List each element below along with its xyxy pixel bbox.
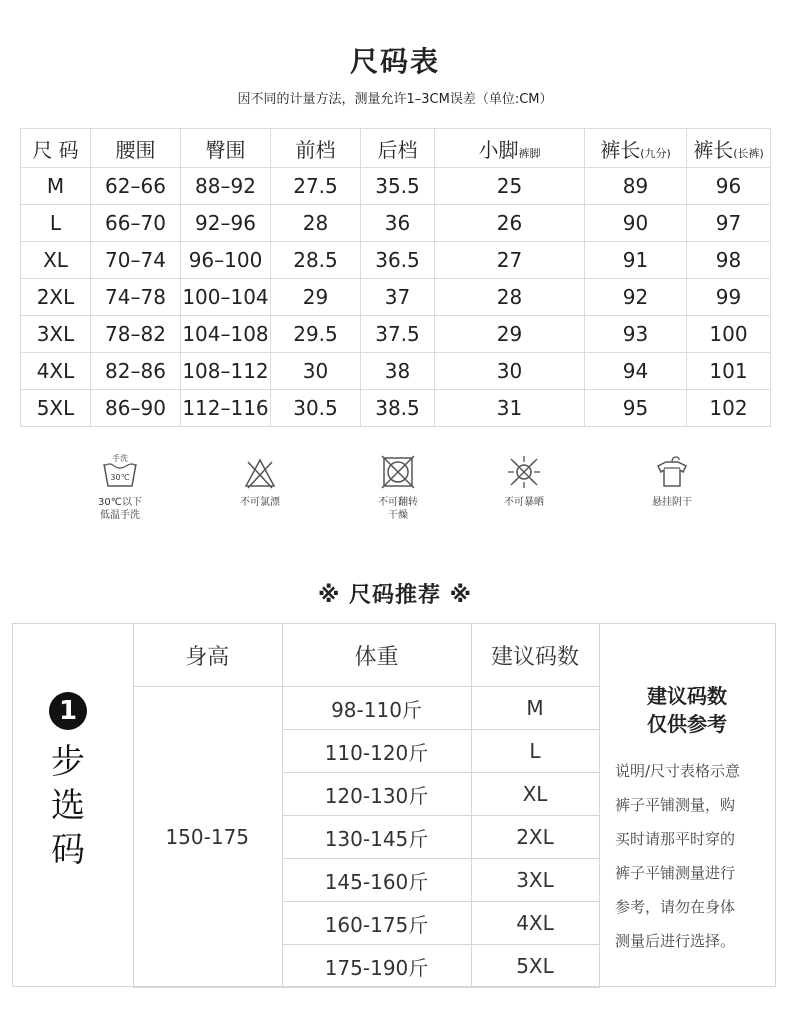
table-row	[21, 242, 771, 279]
measurement-cell: 92–96	[181, 205, 271, 242]
weight-cell: 130-145斤	[282, 816, 471, 859]
step-char: 码	[51, 830, 85, 870]
table-row	[21, 316, 771, 353]
measurement-cell: 95	[585, 390, 687, 427]
note-line: 测量后进行选择。	[615, 932, 736, 950]
suggested-size-cell: XL	[471, 773, 599, 816]
header-label: 小脚	[478, 137, 519, 162]
note-line: 参考，请勿在身体	[615, 898, 736, 916]
size-chart-header-cell	[91, 129, 181, 168]
hand-wash-temp: 30℃	[110, 473, 130, 482]
recommend-header-row	[133, 624, 599, 687]
measurement-cell: 86–90	[91, 390, 181, 427]
page-title: 尺码表	[349, 45, 440, 78]
weight-cell: 98-110斤	[282, 687, 471, 730]
measurement-cell: 101	[687, 353, 771, 390]
size-label-cell: XL	[21, 242, 91, 279]
size-label-cell: 4XL	[21, 353, 91, 390]
header-label: 后档	[377, 137, 418, 162]
measurement-cell: 37	[361, 279, 435, 316]
weight-cell: 145-160斤	[282, 859, 471, 902]
measurement-cell: 62–66	[91, 168, 181, 205]
measurement-cell: 96	[687, 168, 771, 205]
measurement-cell: 27.5	[271, 168, 361, 205]
size-chart-header-cell	[435, 129, 585, 168]
header-height: 身高	[133, 624, 282, 687]
size-recommend-panel	[12, 623, 776, 987]
table-row	[21, 353, 771, 390]
table-row	[133, 687, 599, 730]
measurement-cell: 29	[435, 316, 585, 353]
measurement-cell: 28.5	[271, 242, 361, 279]
care-label-2: 干燥	[388, 510, 408, 521]
weight-cell: 175-190斤	[282, 945, 471, 988]
measurement-cell: 31	[435, 390, 585, 427]
size-label-cell: L	[21, 205, 91, 242]
header-weight: 体重	[282, 624, 471, 687]
measurement-cell: 28	[435, 279, 585, 316]
care-label-1: 30℃以下	[98, 497, 142, 508]
care-label-1: 不可翻转	[378, 497, 418, 508]
size-recommend-title: ※ 尺码推荐 ※	[317, 583, 473, 608]
header-label: 腰围	[115, 137, 156, 162]
size-recommend-table	[133, 624, 600, 988]
header-suggested-size: 建议码数	[471, 624, 599, 687]
measurement-cell: 94	[585, 353, 687, 390]
header-label: 裤长	[600, 137, 641, 162]
note-heading-2: 仅供参考	[647, 712, 727, 736]
measurement-cell: 100–104	[181, 279, 271, 316]
care-hang-dry	[622, 452, 722, 509]
suggested-size-cell: 4XL	[471, 902, 599, 945]
height-range-cell: 150-175	[133, 687, 282, 988]
measurement-cell: 92	[585, 279, 687, 316]
suggested-size-cell: M	[471, 687, 599, 730]
hand-wash-icon	[100, 452, 140, 492]
size-chart-table	[20, 128, 771, 427]
measurement-cell: 82–86	[91, 353, 181, 390]
measurement-cell: 91	[585, 242, 687, 279]
header-sublabel: (九分)	[640, 146, 671, 160]
measurement-note: 因不同的计量方法，测量允许1–3CM误差（单位:CM）	[237, 92, 553, 107]
measurement-cell: 37.5	[361, 316, 435, 353]
measurement-cell: 66–70	[91, 205, 181, 242]
header-sublabel: (长裤)	[733, 146, 764, 160]
measurement-cell: 90	[585, 205, 687, 242]
suggested-size-cell: 5XL	[471, 945, 599, 988]
measurement-cell: 26	[435, 205, 585, 242]
note-line: 说明/尺寸表格示意	[615, 762, 741, 780]
measurement-cell: 25	[435, 168, 585, 205]
note-line: 买时请那平时穿的	[615, 830, 736, 848]
measurement-cell: 74–78	[91, 279, 181, 316]
measurement-cell: 27	[435, 242, 585, 279]
measurement-cell: 99	[687, 279, 771, 316]
header-label: 前档	[295, 137, 336, 162]
size-chart-header-cell	[181, 129, 271, 168]
care-no-sun	[474, 452, 574, 509]
measurement-cell: 97	[687, 205, 771, 242]
size-chart-header-cell	[687, 129, 771, 168]
no-tumble-dry-icon	[378, 452, 418, 492]
care-label-1: 悬挂阴干	[652, 497, 692, 508]
weight-cell: 120-130斤	[282, 773, 471, 816]
size-chart-body	[21, 168, 771, 427]
step-number-badge: 1	[49, 692, 87, 730]
care-no-tumble-dry	[348, 452, 448, 522]
measurement-cell: 102	[687, 390, 771, 427]
measurement-cell: 96–100	[181, 242, 271, 279]
measurement-cell: 30.5	[271, 390, 361, 427]
hang-dry-shade-icon	[652, 452, 692, 492]
step-indicator	[13, 624, 134, 986]
measurement-cell: 112–116	[181, 390, 271, 427]
size-label-cell: 5XL	[21, 390, 91, 427]
measurement-cell: 30	[435, 353, 585, 390]
table-row	[21, 168, 771, 205]
size-label-cell: 2XL	[21, 279, 91, 316]
suggested-size-cell: 3XL	[471, 859, 599, 902]
size-chart-header-cell	[585, 129, 687, 168]
table-row	[21, 205, 771, 242]
measurement-cell: 89	[585, 168, 687, 205]
measurement-cell: 29.5	[271, 316, 361, 353]
no-sun-icon	[504, 452, 544, 492]
header-label: 尺 码	[32, 137, 79, 162]
size-label-cell: M	[21, 168, 91, 205]
suggested-size-cell: 2XL	[471, 816, 599, 859]
measurement-cell: 98	[687, 242, 771, 279]
size-label-cell: 3XL	[21, 316, 91, 353]
note-line: 裤子平铺测量，购	[615, 796, 736, 814]
note-text	[615, 754, 765, 958]
suggested-size-cell: L	[471, 730, 599, 773]
measurement-cell: 35.5	[361, 168, 435, 205]
size-chart-header-cell	[21, 129, 91, 168]
no-bleach-icon	[240, 452, 280, 492]
measurement-cell: 104–108	[181, 316, 271, 353]
size-chart-header-cell	[271, 129, 361, 168]
measurement-cell: 108–112	[181, 353, 271, 390]
care-label-2: 低温手洗	[100, 510, 140, 521]
hand-wash-tub-top: 手洗	[112, 454, 128, 463]
measurement-cell: 28	[271, 205, 361, 242]
measurement-cell: 88–92	[181, 168, 271, 205]
measurement-cell: 93	[585, 316, 687, 353]
care-label-1: 不可暴晒	[504, 497, 544, 508]
measurement-cell: 100	[687, 316, 771, 353]
measurement-cell: 78–82	[91, 316, 181, 353]
weight-cell: 160-175斤	[282, 902, 471, 945]
note-line: 裤子平铺测量进行	[615, 864, 736, 882]
measurement-cell: 36	[361, 205, 435, 242]
measurement-cell: 30	[271, 353, 361, 390]
size-chart-header-row	[21, 129, 771, 168]
care-label-1: 不可氯漂	[240, 497, 280, 508]
measurement-cell: 29	[271, 279, 361, 316]
care-hand-wash	[70, 452, 170, 522]
note-heading-1: 建议码数	[647, 684, 727, 708]
header-sublabel: 裤脚	[518, 146, 541, 160]
recommend-note	[599, 624, 775, 986]
header-label: 裤长	[693, 137, 734, 162]
table-row	[21, 279, 771, 316]
measurement-cell: 36.5	[361, 242, 435, 279]
step-char: 步	[51, 742, 85, 782]
step-char: 选	[51, 786, 85, 826]
header-label: 臀围	[205, 137, 246, 162]
measurement-cell: 38.5	[361, 390, 435, 427]
size-chart-header-cell	[361, 129, 435, 168]
measurement-cell: 38	[361, 353, 435, 390]
weight-cell: 110-120斤	[282, 730, 471, 773]
care-instructions	[0, 452, 790, 542]
table-row	[21, 390, 771, 427]
measurement-cell: 70–74	[91, 242, 181, 279]
care-no-bleach	[210, 452, 310, 509]
